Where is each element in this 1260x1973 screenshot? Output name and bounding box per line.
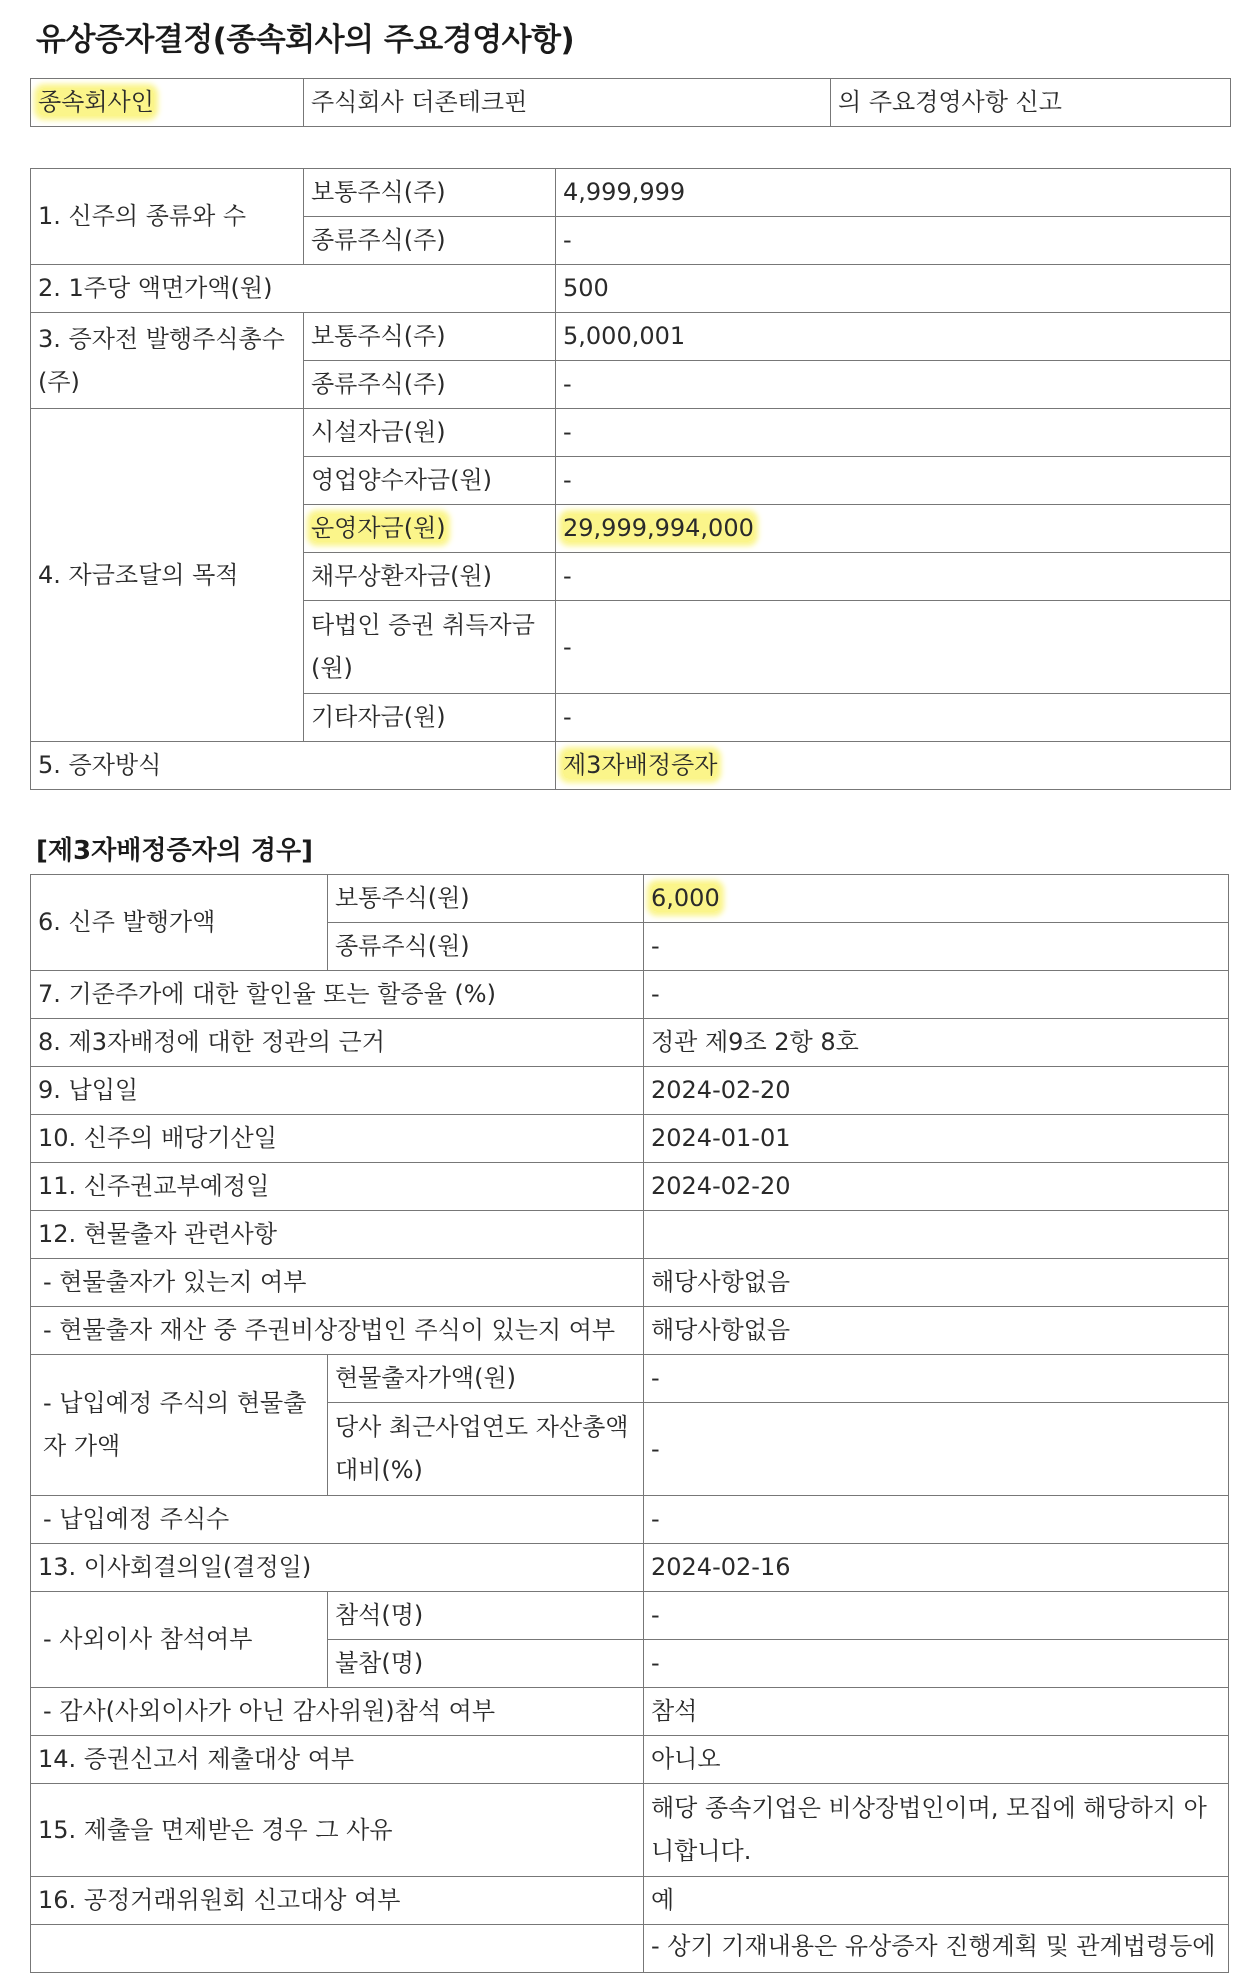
row4-val4: - — [556, 553, 1231, 601]
row4-val2: - — [556, 457, 1231, 505]
company-name-cell — [304, 79, 831, 127]
row13a-val1: - — [644, 1592, 1229, 1640]
row13a-label: - 사외이사 참석여부 — [31, 1592, 328, 1688]
row5-label: 5. 증자방식 — [31, 742, 556, 790]
row12-label: 12. 현물출자 관련사항 — [31, 1211, 644, 1259]
row4-val3-cell — [556, 505, 1231, 553]
row10-label: 10. 신주의 배당기산일 — [31, 1115, 644, 1163]
row13a-val2: - — [644, 1640, 1229, 1688]
row13b-label: - 감사(사외이사가 아닌 감사위원)참석 여부 — [31, 1688, 644, 1736]
section-subtitle: [제3자배정증자의 경우] — [36, 836, 313, 866]
row13-label: 13. 이사회결의일(결정일) — [31, 1544, 644, 1592]
row12d-label: - 납입예정 주식수 — [31, 1496, 644, 1544]
row15-val: 해당 종속기업은 비상장법인이며, 모집에 해당하지 아니합니다. — [644, 1784, 1229, 1877]
row11-label: 11. 신주권교부예정일 — [31, 1163, 644, 1211]
row11-val: 2024-02-20 — [644, 1163, 1229, 1211]
row12c-sub2: 당사 최근사업연도 자산총액대비(%) — [328, 1403, 644, 1496]
row4-sub5: 타법인 증권 취득자금(원) — [304, 601, 556, 694]
row9-val: 2024-02-20 — [644, 1067, 1229, 1115]
row6-sub2: 종류주식(원) — [328, 923, 644, 971]
row9-label: 9. 납입일 — [31, 1067, 644, 1115]
row4-sub3: 운영자금(원) — [311, 514, 446, 542]
subsidiary-label-cell — [31, 79, 304, 127]
row12d-val: - — [644, 1496, 1229, 1544]
row1-sub1: 보통주식(주) — [304, 169, 556, 217]
row12b-label: - 현물출자 재산 중 주권비상장법인 주식이 있는지 여부 — [31, 1307, 644, 1355]
row16-label: 16. 공정거래위원회 신고대상 여부 — [31, 1877, 644, 1925]
row4-val6: - — [556, 694, 1231, 742]
row17-label — [31, 1925, 644, 1973]
subsidiary-label: 종속회사인 — [38, 88, 154, 116]
row13a-sub2: 불참(명) — [328, 1640, 644, 1688]
row2-val: 500 — [556, 265, 1231, 313]
row4-label: 4. 자금조달의 목적 — [31, 409, 304, 742]
row12c-val2: - — [644, 1403, 1229, 1496]
row16-val: 예 — [644, 1877, 1229, 1925]
row7-val: - — [644, 971, 1229, 1019]
row2-label: 2. 1주당 액면가액(원) — [31, 265, 556, 313]
row4-val1: - — [556, 409, 1231, 457]
row8-val: 정관 제9조 2항 8호 — [644, 1019, 1229, 1067]
row12b-val: 해당사항없음 — [644, 1307, 1229, 1355]
row5-val-cell — [556, 742, 1231, 790]
report-suffix: 의 주요경영사항 신고 — [831, 79, 1231, 127]
row6-val2: - — [644, 923, 1229, 971]
row12-val — [644, 1211, 1229, 1259]
company-name: 주식회사 더존테크핀 — [311, 88, 528, 116]
row12c-label: - 납입예정 주식의 현물출자 가액 — [31, 1355, 328, 1496]
row1-sub2: 종류주식(주) — [304, 217, 556, 265]
row1-val1: 4,999,999 — [556, 169, 1231, 217]
row13b-val: 참석 — [644, 1688, 1229, 1736]
row13a-sub1: 참석(명) — [328, 1592, 644, 1640]
row3-val1: 5,000,001 — [556, 313, 1231, 361]
row4-sub4: 채무상환자금(원) — [304, 553, 556, 601]
row4-sub3-cell — [304, 505, 556, 553]
row4-val5: - — [556, 601, 1231, 694]
row12a-label: - 현물출자가 있는지 여부 — [31, 1259, 644, 1307]
row17-val: - 상기 기재내용은 유상증자 진행계획 및 관계법령등에 — [644, 1925, 1229, 1973]
row10-val: 2024-01-01 — [644, 1115, 1229, 1163]
row3-val2: - — [556, 361, 1231, 409]
row3-sub2: 종류주식(주) — [304, 361, 556, 409]
row14-val: 아니오 — [644, 1736, 1229, 1784]
row6-val1: 6,000 — [651, 884, 720, 912]
row12c-sub1: 현물출자가액(원) — [328, 1355, 644, 1403]
row15-label: 15. 제출을 면제받은 경우 그 사유 — [31, 1784, 644, 1877]
row5-val: 제3자배정증자 — [563, 751, 718, 779]
row12a-val: 해당사항없음 — [644, 1259, 1229, 1307]
row14-label: 14. 증권신고서 제출대상 여부 — [31, 1736, 644, 1784]
row4-sub2: 영업양수자금(원) — [304, 457, 556, 505]
row3-label: 3. 증자전 발행주식총수(주) — [31, 313, 304, 409]
row4-sub1: 시설자금(원) — [304, 409, 556, 457]
third-party-allotment-table — [30, 874, 1229, 1973]
row4-val3: 29,999,994,000 — [563, 514, 754, 542]
row1-label: 1. 신주의 종류와 수 — [31, 169, 304, 265]
row7-label: 7. 기준주가에 대한 할인율 또는 할증율 (%) — [31, 971, 644, 1019]
page-title: 유상증자결정(종속회사의 주요경영사항) — [36, 22, 575, 58]
capital-increase-table — [30, 168, 1231, 790]
row3-sub1: 보통주식(주) — [304, 313, 556, 361]
row12c-val1: - — [644, 1355, 1229, 1403]
row4-sub6: 기타자금(원) — [304, 694, 556, 742]
row6-sub1: 보통주식(원) — [328, 875, 644, 923]
row1-val2: - — [556, 217, 1231, 265]
row6-val1-cell — [644, 875, 1229, 923]
row13-val: 2024-02-16 — [644, 1544, 1229, 1592]
row6-label: 6. 신주 발행가액 — [31, 875, 328, 971]
subsidiary-header-table — [30, 78, 1231, 127]
row8-label: 8. 제3자배정에 대한 정관의 근거 — [31, 1019, 644, 1067]
